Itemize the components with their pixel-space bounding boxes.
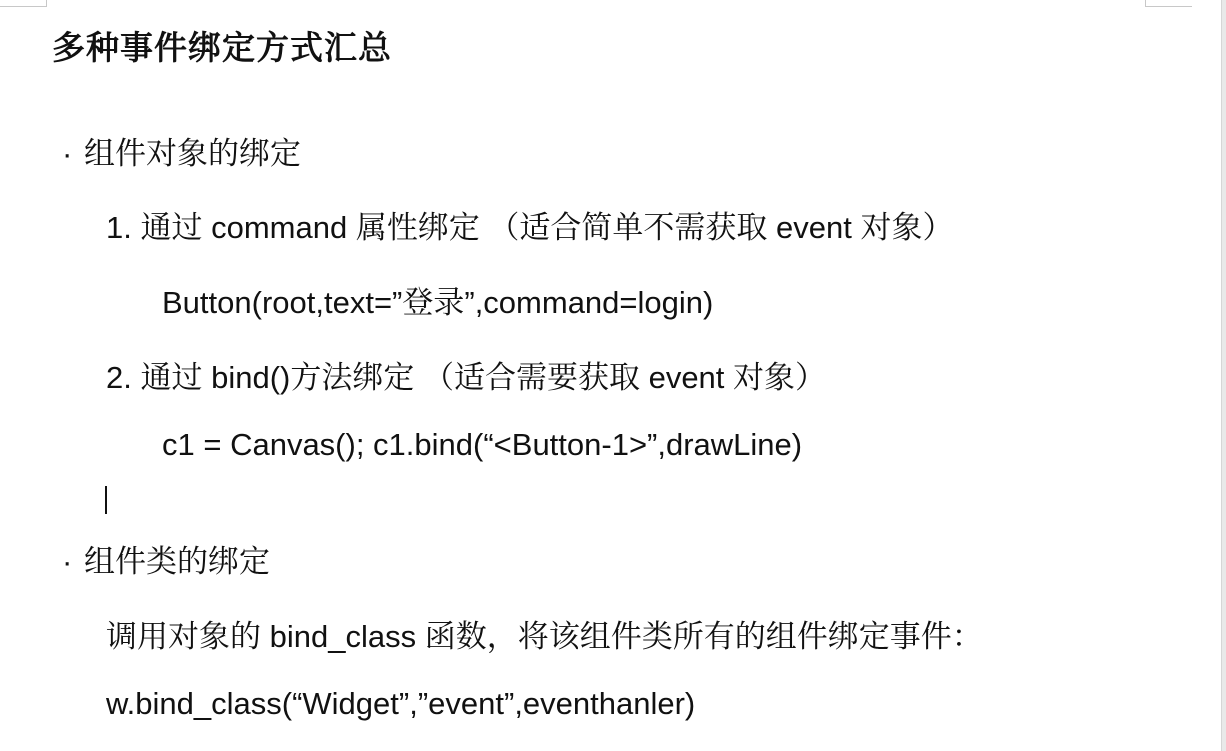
list-item-number: 1. (106, 210, 132, 245)
list-item-text: 通过 bind()方法绑定 （适合需要获取 event 对象） (140, 360, 827, 395)
code-example-button: Button(root,text=”登录”,command=login) (162, 285, 714, 320)
list-item-command-binding (106, 202, 954, 247)
bullet-icon: · (62, 544, 73, 579)
section-heading-text: 组件对象的绑定 (84, 136, 301, 171)
code-example-canvas: c1 = Canvas(); c1.bind(“<Button-1>”,drawLine) (162, 427, 803, 462)
scrollbar-edge[interactable] (1221, 0, 1226, 751)
section-heading-class-binding (62, 536, 270, 581)
text-cursor (105, 486, 107, 514)
page-corner-mark-left (0, 0, 47, 7)
list-item-bind-method (106, 352, 826, 397)
code-example-bind-class: w.bind_class(“Widget”,”event”,eventhanler) (106, 686, 696, 721)
list-item-number: 2. (106, 360, 132, 395)
description-bind-class: 调用对象的 bind_class 函数，将该组件类所有的组件绑定事件： (106, 619, 983, 654)
section-heading-text: 组件类的绑定 (84, 544, 270, 579)
section-heading-object-binding (62, 128, 301, 173)
page-corner-mark-right (1145, 0, 1192, 7)
bullet-icon: · (62, 136, 73, 171)
page-title: 多种事件绑定方式汇总 (52, 29, 392, 66)
list-item-text: 通过 command 属性绑定 （适合简单不需获取 event 对象） (140, 210, 954, 245)
